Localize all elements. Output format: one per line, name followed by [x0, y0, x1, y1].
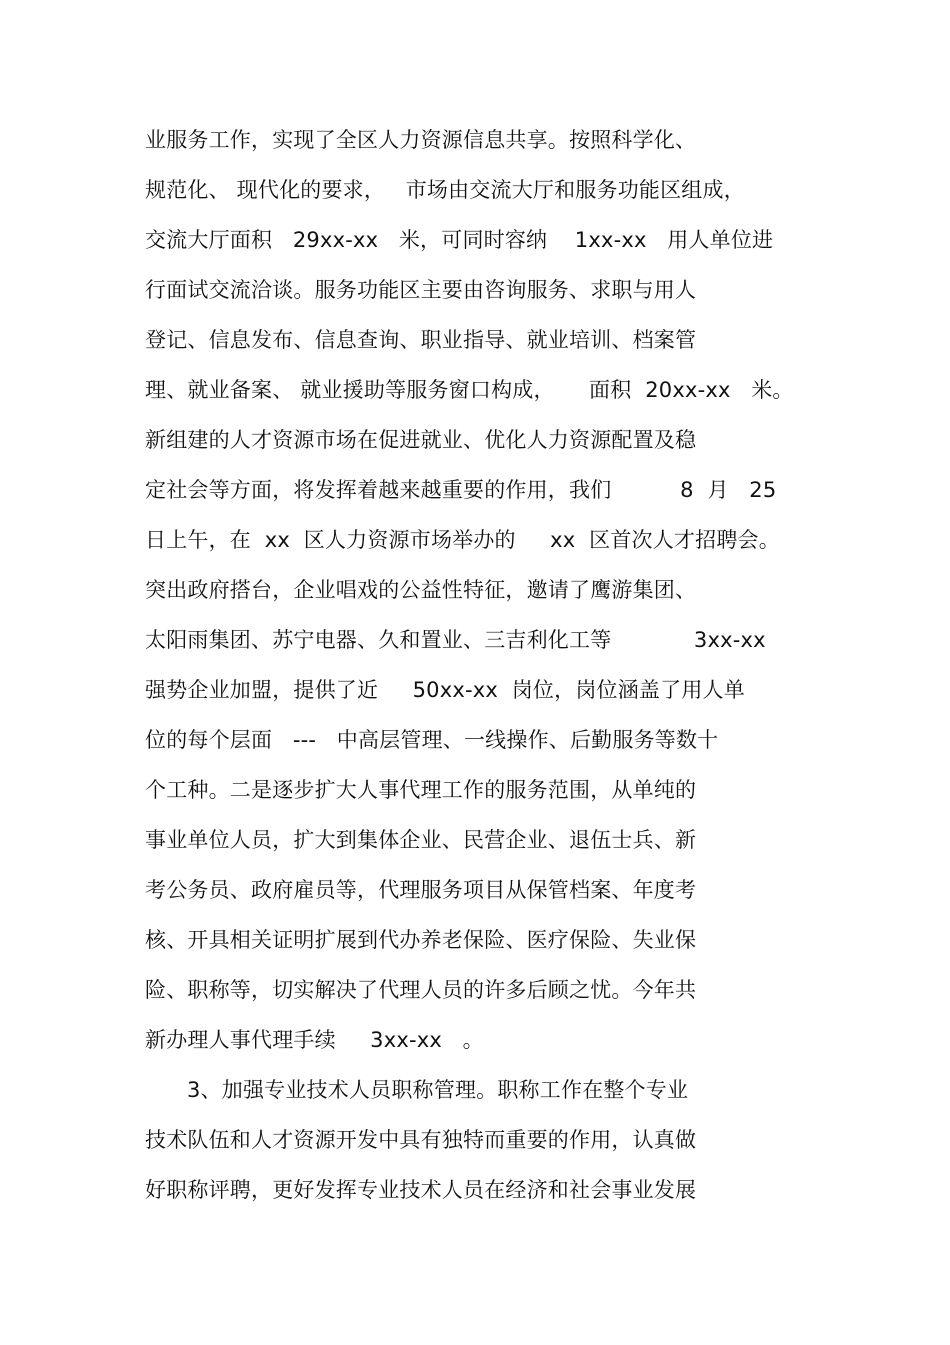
- text-line: 日上午，在 xx 区人力资源市场举办的 xx 区首次人才招聘会。: [145, 528, 780, 552]
- text-line: 行面试交流洽谈。服务功能区主要由咨询服务、求职与用人: [145, 278, 697, 302]
- text-line: 核、开具相关证明扩展到代办养老保险、医疗保险、失业保: [145, 928, 697, 952]
- text-line: 突出政府搭台，企业唱戏的公益性特征，邀请了鹰游集团、: [145, 578, 697, 602]
- text-line: 业服务工作，实现了全区人力资源信息共享。按照科学化、: [145, 128, 697, 152]
- text-line: 事业单位人员，扩大到集体企业、民营企业、退伍士兵、新: [145, 828, 697, 852]
- text-line: 3、加强专业技术人员职称管理。职称工作在整个专业: [187, 1078, 689, 1102]
- text-line: 好职称评聘，更好发挥专业技术人员在经济和社会事业发展: [145, 1178, 697, 1202]
- text-line: 太阳雨集团、苏宁电器、久和置业、三吉利化工等 3xx-xx: [145, 628, 766, 652]
- text-line: 位的每个层面 --- 中高层管理、一线操作、后勤服务等数十: [145, 728, 719, 752]
- text-line: 交流大厅面积 29xx-xx 米，可同时容纳 1xx-xx 用人单位进: [145, 228, 774, 252]
- text-line: 新组建的人才资源市场在促进就业、优化人力资源配置及稳: [145, 428, 697, 452]
- text-line: 登记、信息发布、信息查询、职业指导、就业培训、档案管: [145, 328, 697, 352]
- text-line: 强势企业加盟，提供了近 50xx-xx 岗位，岗位涵盖了用人单: [145, 678, 745, 702]
- text-line: 险、职称等，切实解决了代理人员的许多后顾之忧。今年共: [145, 978, 697, 1002]
- text-line: 规范化、 现代化的要求， 市场由交流大厅和服务功能区组成，: [145, 178, 745, 202]
- text-line: 定社会等方面，将发挥着越来越重要的作用，我们 8 月 25: [145, 478, 777, 502]
- text-line: 技术队伍和人才资源开发中具有独特而重要的作用，认真做: [145, 1128, 697, 1152]
- text-line: 理、就业备案、 就业援助等服务窗口构成， 面积 20xx-xx 米。: [145, 378, 794, 402]
- text-line: 新办理人事代理手续 3xx-xx 。: [145, 1028, 484, 1052]
- text-line: 个工种。二是逐步扩大人事代理工作的服务范围，从单纯的: [145, 778, 697, 802]
- text-line: 考公务员、政府雇员等，代理服务项目从保管档案、年度考: [145, 878, 697, 902]
